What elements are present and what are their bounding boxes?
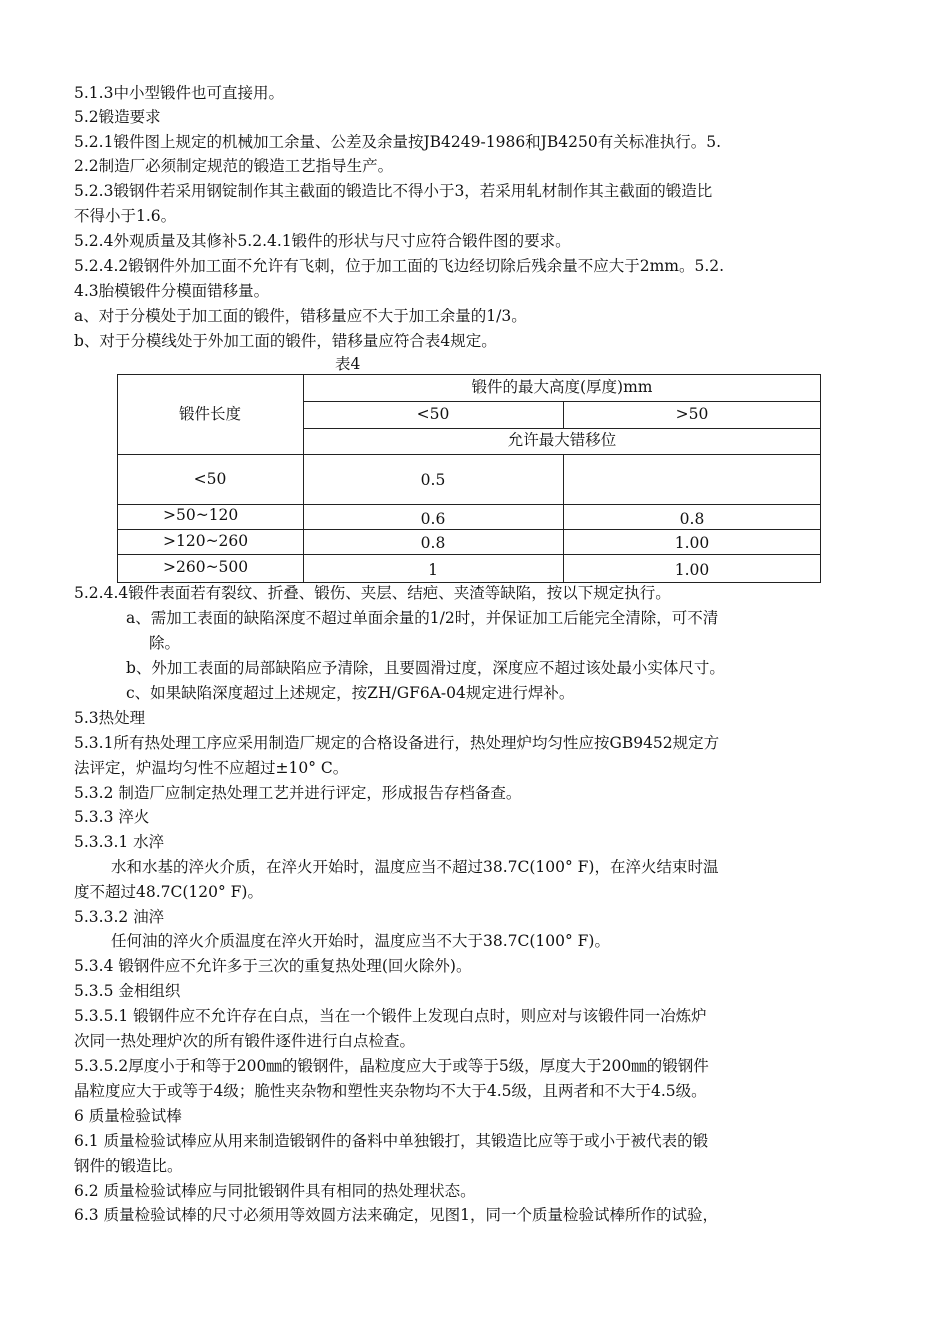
text-line: 任何油的淬火介质温度在淬火开始时，温度应当不大于38.7C(100° F)。 xyxy=(111,932,610,950)
text-line: a、需加工表面的缺陷深度不超过单面余量的1/2时，并保证加工后能完全清除，可不清 xyxy=(126,609,719,627)
text-line: 6.3 质量检验试棒的尺寸必须用等效圆方法来确定，见图1，同一个质量检验试棒所作的试验， xyxy=(74,1206,718,1224)
text-line: 5.3.2 制造厂应制定热处理工艺并进行评定，形成报告存档备查。 xyxy=(74,784,522,802)
text-line: 2.2制造厂必须制定规范的锻造工艺指导生产。 xyxy=(74,157,394,175)
text-line: 钢件的锻造比。 xyxy=(74,1157,183,1175)
text-line: 水和水基的淬火介质，在淬火开始时，温度应当不超过38.7C(100° F)，在淬火结束时温 xyxy=(111,858,719,876)
text-line: 5.2.4.4锻件表面若有裂纹、折叠、锻伤、夹层、结疤、夹渣等缺陷，按以下规定执行。 xyxy=(74,584,671,602)
text-line: 5.3.5.1 锻钢件应不允许存在白点，当在一个锻件上发现白点时，则应对与该锻件同一冶炼炉 xyxy=(74,1007,707,1025)
text-line: 5.3.3.1 水淬 xyxy=(74,833,165,851)
column-header-2: >50 xyxy=(675,405,709,423)
text-line: c、如果缺陷深度超过上述规定，按ZH/GF6A-04规定进行焊补。 xyxy=(126,684,575,702)
text-line: 5.2.4外观质量及其修补5.2.4.1锻件的形状与尺寸应符合锻件图的要求。 xyxy=(74,232,571,250)
column-header-1: <50 xyxy=(416,405,450,423)
value-header: 允许最大错移位 xyxy=(507,431,617,449)
table-cell-value: 0.8 xyxy=(679,510,705,528)
section-heading: 5.2锻造要求 xyxy=(74,108,161,126)
text-line: 晶粒度应大于或等于4级；脆性夹杂物和塑性夹杂物均不大于4.5级，且两者和不大于4.5级。 xyxy=(74,1082,707,1100)
text-line: 4.3胎模锻件分模面错移量。 xyxy=(74,282,270,300)
table-cell-value: 1.00 xyxy=(674,534,710,552)
table-cell-length: >260~500 xyxy=(163,558,249,576)
text-line: b、对于分模线处于外加工面的锻件，错移量应符合表4规定。 xyxy=(74,332,497,350)
text-line: b、外加工表面的局部缺陷应予清除，且要圆滑过度，深度应不超过该处最小实体尺寸。 xyxy=(126,659,725,677)
table-cell-value: 0.8 xyxy=(420,534,446,552)
text-line: 6.2 质量检验试棒应与同批锻钢件具有相同的热处理状态。 xyxy=(74,1182,476,1200)
table-cell-length: >120~260 xyxy=(163,532,249,550)
text-line: 5.3.5.2厚度小于和等于200㎜的锻钢件，晶粒度应大于或等于5级，厚度大于200㎜的锻钢件 xyxy=(74,1057,709,1075)
misalignment-table xyxy=(117,374,821,583)
table-cell-length: <50 xyxy=(193,470,227,488)
table-cell-value: 0.5 xyxy=(420,471,446,489)
column-group-header: 锻件的最大高度(厚度)mm xyxy=(471,378,653,396)
text-line: 5.3.3.2 油淬 xyxy=(74,908,165,926)
text-line: 5.2.3锻钢件若采用钢锭制作其主截面的锻造比不得小于3，若采用轧材制作其主截面的锻造比 xyxy=(74,182,713,200)
text-line: 度不超过48.7C(120° F)。 xyxy=(74,883,263,901)
text-line: 6.1 质量检验试棒应从用来制造锻钢件的备料中单独锻打，其锻造比应等于或小于被代表的锻 xyxy=(74,1132,709,1150)
text-line: 5.3.1所有热处理工序应采用制造厂规定的合格设备进行，热处理炉均匀性应按GB9452规定方 xyxy=(74,734,720,752)
table-cell-value: 0.6 xyxy=(420,510,446,528)
row-header-label: 锻件长度 xyxy=(178,405,241,423)
text-line: 5.3.5 金相组织 xyxy=(74,982,181,1000)
text-line: 次同一热处理炉次的所有锻件逐件进行白点检查。 xyxy=(74,1032,416,1050)
text-line: 法评定，炉温均匀性不应超过±10° C。 xyxy=(74,759,349,777)
text-line: 5.2.1锻件图上规定的机械加工余量、公差及余量按JB4249-1986和JB4250有关标准执行。5. xyxy=(74,133,722,151)
table-caption: 表4 xyxy=(335,355,361,373)
text-line: 不得小于1.6。 xyxy=(74,207,177,225)
text-line: 5.3.4 锻钢件应不允许多于三次的重复热处理(回火除外)。 xyxy=(74,957,472,975)
text-line: 5.3.3 淬火 xyxy=(74,808,150,826)
text-line: a、对于分模处于加工面的锻件，错移量应不大于加工余量的1/3。 xyxy=(74,307,527,325)
section-heading: 6 质量检验试棒 xyxy=(74,1107,182,1125)
text-line: 除。 xyxy=(149,634,181,652)
section-heading: 5.3热处理 xyxy=(74,709,146,727)
table-cell-value: 1.00 xyxy=(674,561,710,579)
table-cell-value: 1 xyxy=(428,561,438,579)
text-line: 5.2.4.2锻钢件外加工面不允许有飞刺，位于加工面的飞边经切除后残余量不应大于2mm。5.2. xyxy=(74,257,725,275)
text-line: 5.1.3中小型锻件也可直接用。 xyxy=(74,84,284,102)
table-cell-length: >50~120 xyxy=(163,506,239,524)
